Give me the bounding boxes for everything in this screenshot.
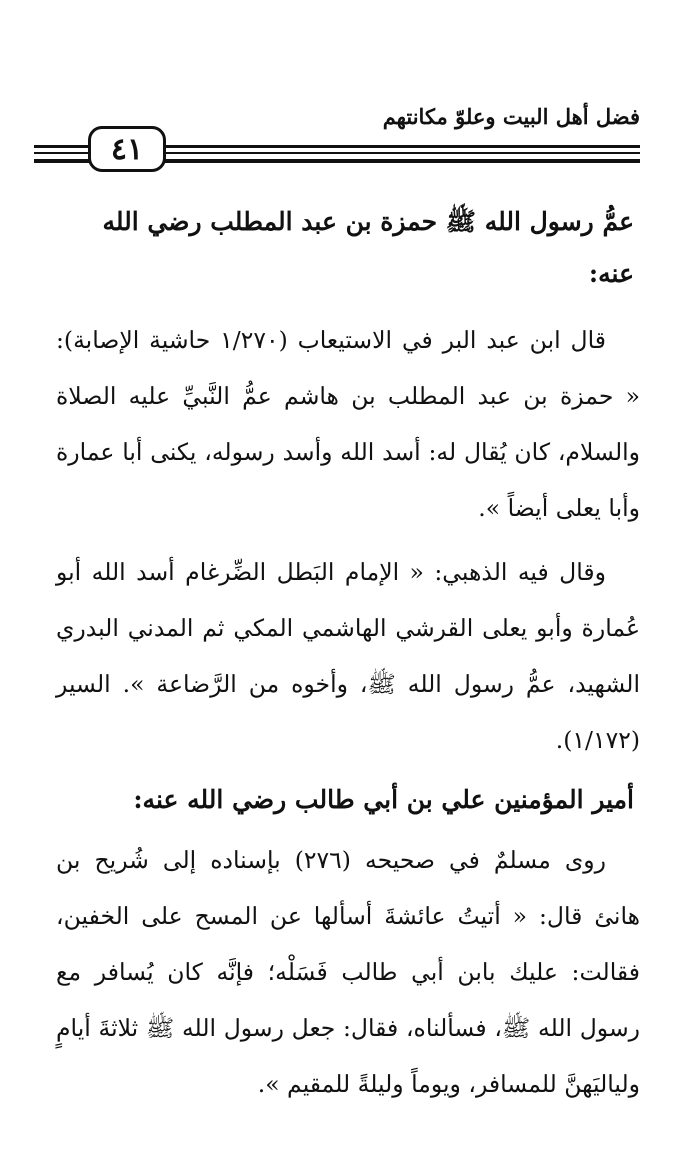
paragraph-al-dhahabi: وقال فيه الذهبي: « الإمام البَطل الضِّرغام أسد الله أبو عُمارة وأبو يعلى القرشي الهاشمي المكي ثم المدني البدري الشهيد، عمُّ رسول الله ﷺ، وأخوه من الرَّضاعة ». السير (١/١٧٢). <box>56 558 640 754</box>
paragraph-muslim-hadith: روى مسلمٌ في صحيحه (٢٧٦) بإسناده إلى شُريح بن هانئ قال: « أتيتُ عائشةَ أسألها عن المسح على الخفين، فقالت: عليك بابن أبي طالب فَسَلْه؛ فإنَّه كان يُسافر مع رسول الله ﷺ، فسألناه، فقال: جعل رسول الله ﷺ ثلاثةَ أيامٍ ولياليَهنَّ للمسافر، ويوماً وليلةً للمقيم ». <box>56 846 640 1098</box>
page-body <box>56 196 640 1112</box>
paragraph-ibn-abd-al-barr: قال ابن عبد البر في الاستيعاب (١/٢٧٠ حاشية الإصابة): « حمزة بن عبد المطلب بن هاشم عمُّ النَّبيِّ عليه الصلاة والسلام، كان يُقال له: أسد الله وأسد رسوله، يكنى أبا عمارة وأبا يعلى أيضاً ». <box>56 326 640 522</box>
page-number: ٤١ <box>88 126 166 172</box>
section-heading-hamza: عمُّ رسول الله ﷺ حمزة بن عبد المطلب رضي الله عنه: <box>102 207 634 288</box>
running-title: فضل أهل البيت وعلوّ مكانتهم <box>382 104 640 129</box>
section-heading-ali: أمير المؤمنين علي بن أبي طالب رضي الله عنه: <box>133 785 634 814</box>
